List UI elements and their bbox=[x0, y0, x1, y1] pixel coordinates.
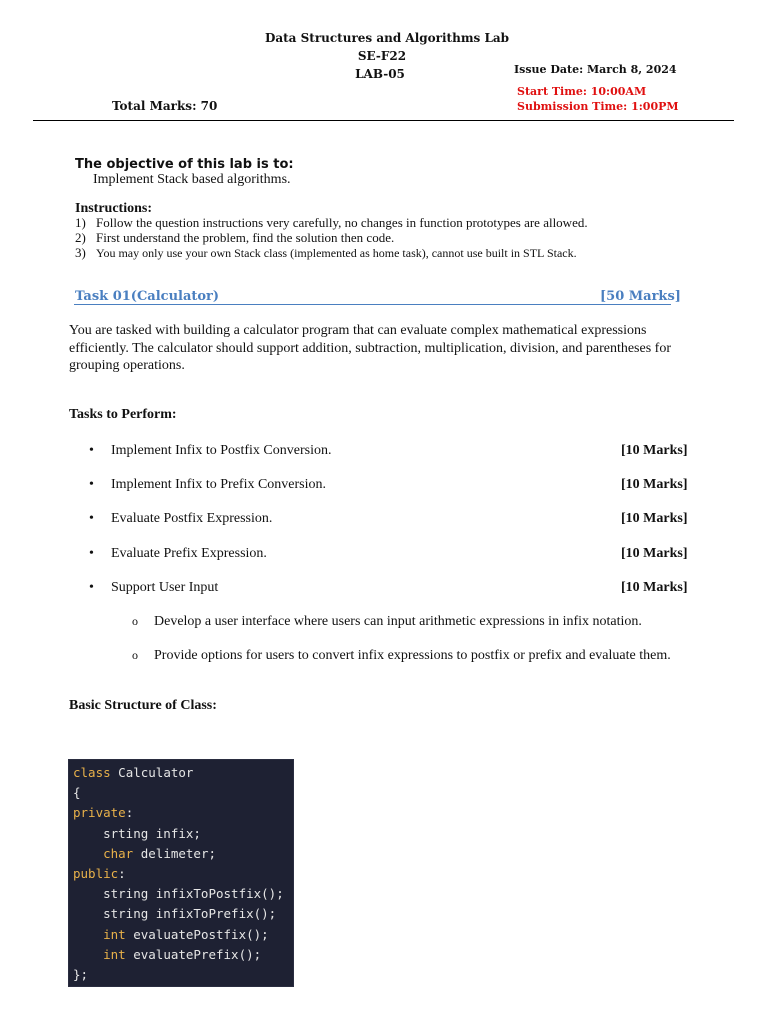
code-token bbox=[73, 846, 103, 861]
sub-bullet-icon: o bbox=[132, 614, 138, 628]
code-token: string infixToPostfix(); bbox=[73, 886, 284, 902]
code-line bbox=[73, 783, 293, 803]
code-keyword: private bbox=[73, 805, 126, 821]
task-bullet-marks: [10 Marks] bbox=[621, 580, 688, 595]
task-bullet-text: Support User Input bbox=[111, 580, 219, 595]
bullet-icon: • bbox=[89, 477, 94, 492]
code-token: evaluatePostfix(); bbox=[125, 926, 269, 942]
sub-bullet-text: Develop a user interface where users can input arithmetic expressions in infix notation. bbox=[154, 614, 642, 629]
instruction-item: Follow the question instructions very carefully, no changes in function prototypes are allowed. bbox=[96, 215, 588, 230]
section-label: SE-F22 bbox=[357, 49, 407, 63]
code-keyword: class bbox=[73, 765, 111, 780]
code-keyword: int bbox=[103, 946, 126, 962]
task-title-underline bbox=[74, 304, 671, 305]
task-description: You are tasked with building a calculator program that can evaluate complex mathematical expressions efficiently. The calculator should support addition, subtraction, multiplication, division, and parentheses for grouping operations. bbox=[69, 323, 671, 373]
task-bullet-marks: [10 Marks] bbox=[621, 546, 688, 561]
code-token: delimeter; bbox=[133, 845, 217, 861]
sub-bullet-icon: o bbox=[132, 648, 138, 662]
code-line bbox=[73, 884, 293, 904]
bullet-icon: • bbox=[89, 580, 94, 595]
code-token: }; bbox=[73, 966, 89, 982]
objective-heading: The objective of this lab is to: bbox=[75, 157, 294, 172]
code-token: evaluatePrefix(); bbox=[125, 946, 262, 962]
code-line bbox=[73, 965, 293, 985]
sub-bullet-text: Provide options for users to convert infix expressions to postfix or prefix and evaluate them. bbox=[154, 648, 671, 663]
instructions-heading: Instructions: bbox=[75, 201, 153, 216]
bullet-icon: • bbox=[89, 546, 94, 561]
task-bullet-marks: [10 Marks] bbox=[621, 443, 688, 458]
code-token: string infixToPrefix(); bbox=[73, 906, 277, 922]
code-keyword: int bbox=[103, 926, 126, 942]
total-marks: Total Marks: 70 bbox=[112, 99, 218, 113]
header-divider bbox=[33, 120, 734, 121]
code-line bbox=[73, 803, 293, 823]
code-token: : bbox=[118, 865, 126, 881]
task-bullet-text: Implement Infix to Prefix Conversion. bbox=[111, 477, 327, 492]
code-line bbox=[73, 925, 293, 945]
class-structure-heading: Basic Structure of Class: bbox=[69, 698, 217, 713]
code-line bbox=[73, 763, 293, 783]
instruction-item: You may only use your own Stack class (implemented as home task), cannot use built in STL Stack. bbox=[96, 246, 577, 260]
bullet-icon: • bbox=[89, 443, 94, 458]
task-bullet-text: Evaluate Postfix Expression. bbox=[111, 511, 273, 526]
code-line bbox=[73, 945, 293, 965]
code-token: srting infix; bbox=[73, 825, 201, 841]
task-title: Task 01(Calculator) bbox=[75, 289, 220, 304]
lab-number: LAB-05 bbox=[355, 67, 405, 81]
code-token bbox=[73, 947, 103, 962]
code-token bbox=[73, 927, 103, 942]
code-snippet bbox=[68, 759, 294, 987]
code-line bbox=[73, 844, 293, 864]
submission-time: Submission Time: 1:00PM bbox=[517, 100, 679, 113]
task-marks: [50 Marks] bbox=[600, 289, 681, 304]
task-bullet-marks: [10 Marks] bbox=[621, 511, 688, 526]
instruction-number: 3) bbox=[75, 245, 86, 260]
code-keyword: public bbox=[73, 865, 119, 881]
start-time: Start Time: 10:00AM bbox=[517, 85, 647, 98]
code-token: { bbox=[73, 785, 81, 801]
code-token: : bbox=[125, 805, 134, 821]
issue-date: Issue Date: March 8, 2024 bbox=[514, 63, 677, 76]
code-line bbox=[73, 824, 293, 844]
task-bullet-text: Evaluate Prefix Expression. bbox=[111, 546, 267, 561]
tasks-heading: Tasks to Perform: bbox=[69, 407, 177, 422]
task-bullet-text: Implement Infix to Postfix Conversion. bbox=[111, 443, 332, 458]
bullet-icon: • bbox=[89, 511, 94, 526]
task-bullet-marks: [10 Marks] bbox=[621, 477, 688, 492]
code-line bbox=[73, 864, 293, 884]
code-keyword: char bbox=[103, 845, 134, 861]
code-token: Calculator bbox=[110, 765, 194, 780]
instruction-number: 2) bbox=[75, 230, 86, 245]
instruction-item: First understand the problem, find the solution then code. bbox=[96, 230, 395, 245]
objective-text: Implement Stack based algorithms. bbox=[93, 172, 291, 187]
course-title: Data Structures and Algorithms Lab bbox=[264, 31, 510, 45]
code-line bbox=[73, 904, 293, 924]
instruction-number: 1) bbox=[75, 215, 86, 230]
